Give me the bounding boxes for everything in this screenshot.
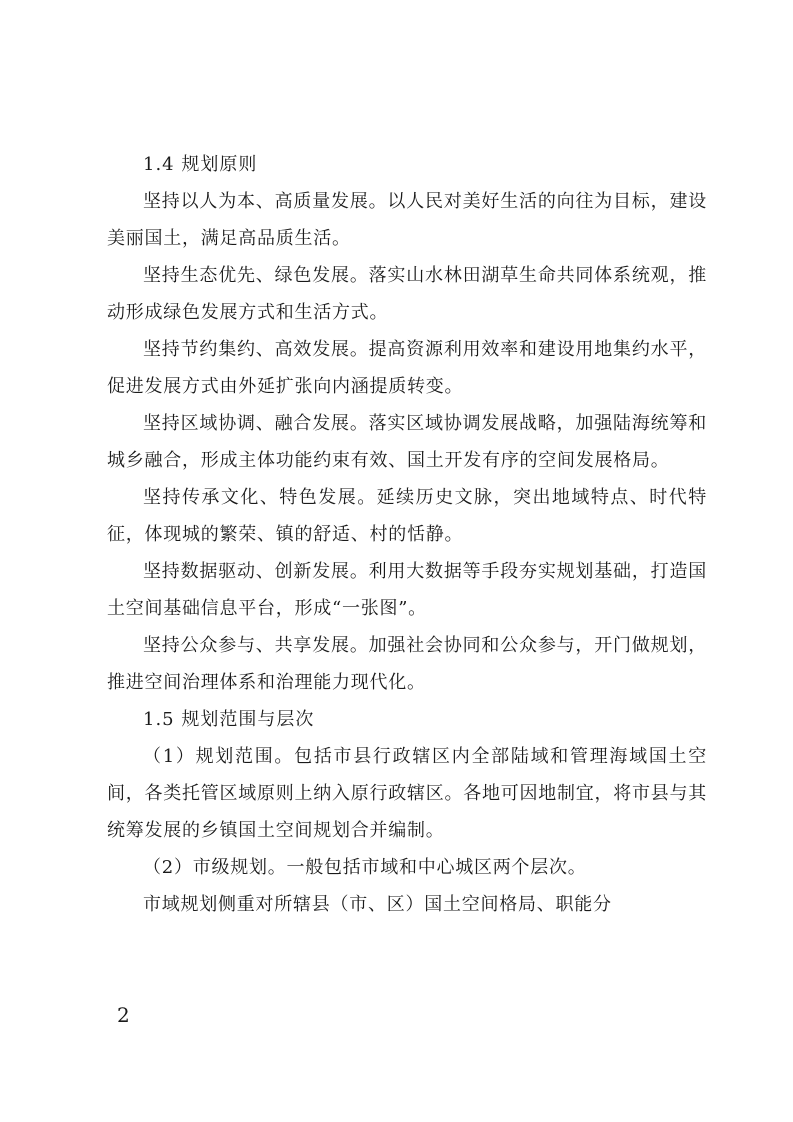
paragraph-people-centered: 坚持以人为本、高质量发展。以人民对美好生活的向往为目标，建设美丽国土，满足高品质生活。: [107, 191, 707, 249]
paragraph-city-region-planning: 市域规划侧重对所辖县（市、区）国土空间格局、职能分: [143, 894, 612, 915]
paragraph-public-participation: 坚持公众参与、共享发展。加强社会协同和公众参与，开门做规划，推进空间治理体系和治理能力现代化。: [107, 635, 707, 693]
section-heading-1-4: 1.4 规划原则: [143, 154, 258, 175]
paragraph-cultural-heritage: 坚持传承文化、特色发展。延续历史文脉，突出地域特点、时代特征，体现城的繁荣、镇的舒适、村的恬静。: [107, 487, 707, 545]
paragraph-city-level: （2）市级规划。一般包括市域和中心城区两个层次。: [143, 857, 587, 878]
paragraph-ecology-first: 坚持生态优先、绿色发展。落实山水林田湖草生命共同体系统观，推动形成绿色发展方式和生活方式。: [107, 265, 707, 323]
page-body: [107, 146, 707, 923]
section-heading-1-5: 1.5 规划范围与层次: [143, 709, 315, 730]
paragraph-intensive-use: 坚持节约集约、高效发展。提高资源利用效率和建设用地集约水平，促进发展方式由外延扩张向内涵提质转变。: [107, 339, 707, 397]
paragraph-regional-coordination: 坚持区域协调、融合发展。落实区域协调发展战略，加强陆海统筹和城乡融合，形成主体功能约束有效、国土开发有序的空间发展格局。: [107, 413, 707, 471]
paragraph-planning-scope: （1）规划范围。包括市县行政辖区内全部陆域和管理海域国土空间，各类托管区域原则上纳入原行政辖区。各地可因地制宜，将市县与其统筹发展的乡镇国土空间规划合并编制。: [107, 746, 707, 841]
paragraph-data-driven: 坚持数据驱动、创新发展。利用大数据等手段夯实规划基础，打造国土空间基础信息平台，形成“一张图”。: [107, 561, 707, 619]
page-number: 2: [117, 1003, 130, 1027]
